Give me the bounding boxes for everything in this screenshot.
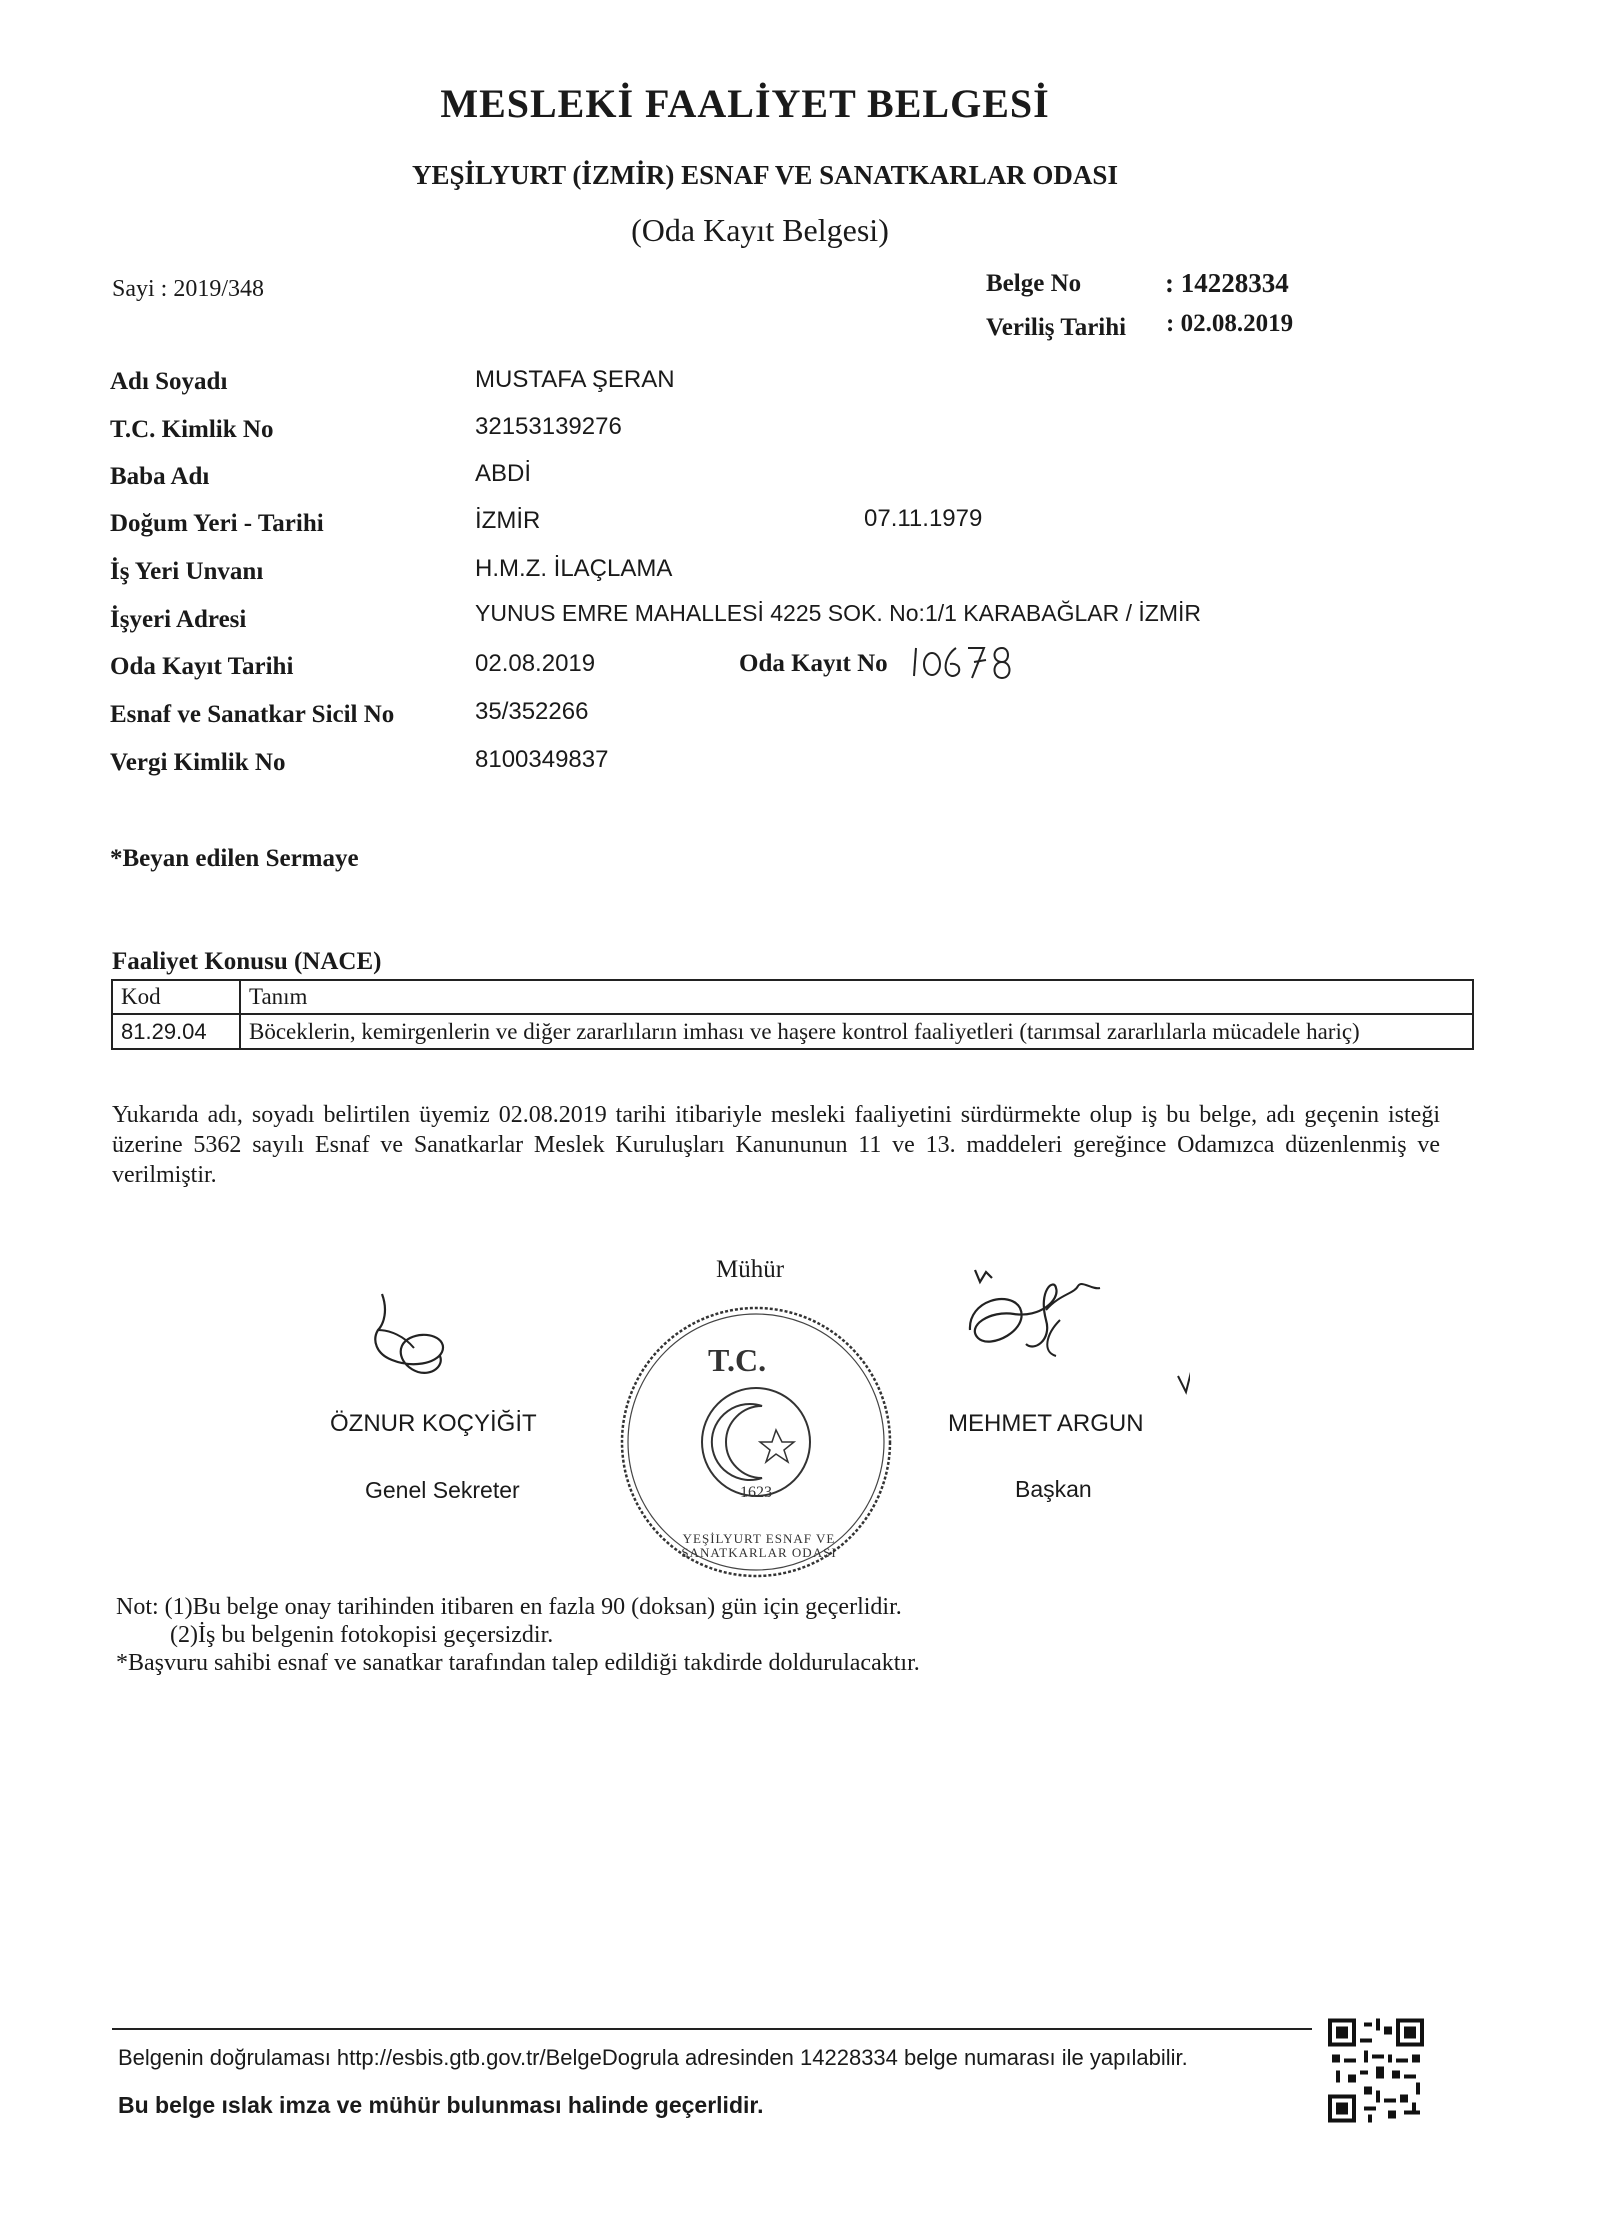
- left-signatory-role: Genel Sekreter: [365, 1477, 520, 1503]
- sicil-no-label: Esnaf ve Sanatkar Sicil No: [110, 701, 395, 728]
- seal-outer-text: YEŞİLYURT ESNAF VE SANATKARLAR ODASI: [681, 1531, 837, 1560]
- document-title: MESLEKİ FAALİYET BELGESİ: [440, 81, 1050, 126]
- baba-adi-label: Baba Adı: [110, 463, 210, 490]
- sayi-number: Sayi : 2019/348: [112, 276, 265, 302]
- left-signatory-name: ÖZNUR KOÇYİĞİT: [330, 1410, 537, 1437]
- note-2: (2)İş bu belgenin fotokopisi geçersizdir.: [170, 1622, 554, 1648]
- nace-heading: Faaliyet Konusu (NACE): [112, 948, 382, 975]
- isyeri-adresi-value: YUNUS EMRE MAHALLESİ 4225 SOK. No:1/1 KARABAĞLAR / İZMİR: [475, 600, 1202, 626]
- official-seal: [612, 1302, 900, 1582]
- belge-no-label: Belge No: [986, 270, 1082, 297]
- vergi-kimlik-label: Vergi Kimlik No: [110, 749, 286, 776]
- nace-col-kod: Kod: [112, 980, 240, 1014]
- right-signatory-name: MEHMET ARGUN: [948, 1410, 1144, 1437]
- vergi-kimlik-value: 8100349837: [475, 746, 609, 773]
- table-row: [112, 1014, 1473, 1049]
- note-1: Not: (1)Bu belge onay tarihinden itibaren en fazla 90 (doksan) gün için geçerlidir.: [116, 1594, 902, 1620]
- tc-kimlik-value: 32153139276: [475, 413, 622, 440]
- right-signature: [950, 1260, 1190, 1400]
- dogum-tarihi-value: 07.11.1979: [864, 505, 983, 532]
- verilis-tarihi-label: Veriliş Tarihi: [986, 314, 1127, 341]
- footer-verification: Belgenin doğrulaması http://esbis.gtb.gov.tr/BelgeDogrula adresinden 14228334 belge numarası ile yapılabilir.: [118, 2045, 1188, 2070]
- isyeri-adresi-label: İşyeri Adresi: [110, 606, 247, 633]
- baba-adi-value: ABDİ: [475, 460, 532, 487]
- seal-year: 1623: [740, 1484, 772, 1501]
- oda-kayit-no-handwritten: [910, 638, 1020, 688]
- right-signatory-role: Başkan: [1015, 1476, 1092, 1502]
- oda-kayit-no-label: Oda Kayıt No: [739, 650, 888, 677]
- dogum-yeri-value: İZMİR: [475, 507, 541, 534]
- oda-kayit-tarihi-label: Oda Kayıt Tarihi: [110, 653, 294, 680]
- chamber-name: YEŞİLYURT (İZMİR) ESNAF VE SANATKARLAR ODASI: [412, 160, 1118, 190]
- sicil-no-value: 35/352266: [475, 698, 589, 725]
- seal-inner-top: T.C.: [708, 1342, 767, 1378]
- note-3: *Başvuru sahibi esnaf ve sanatkar tarafından talep edildiği takdirde doldurulacaktır.: [116, 1650, 920, 1676]
- document-subtitle: (Oda Kayıt Belgesi): [631, 212, 889, 248]
- left-signature: [370, 1290, 480, 1395]
- footer-validity: Bu belge ıslak imza ve mühür bulunması halinde geçerlidir.: [118, 2092, 764, 2118]
- oda-kayit-tarihi-value: 02.08.2019: [475, 650, 596, 677]
- adi-soyadi-label: Adı Soyadı: [110, 368, 228, 395]
- footer-divider: [112, 2028, 1312, 2030]
- verilis-tarihi-value: : 02.08.2019: [1166, 310, 1294, 337]
- nace-header-row: [112, 980, 1473, 1014]
- muhur-label: Mühür: [716, 1256, 785, 1283]
- belge-no-value: : 14228334: [1165, 268, 1289, 298]
- is-yeri-unvani-label: İş Yeri Unvanı: [110, 558, 264, 585]
- sermaye-label: *Beyan edilen Sermaye: [110, 845, 359, 872]
- statement-paragraph: Yukarıda adı, soyadı belirtilen üyemiz 02.08.2019 tarihi itibariyle mesleki faaliyetini sürdürmekte olup iş bu belge, adı geçenin isteği üzerine 5362 sayılı Esnaf ve Sanatkarlar Meslek Kuruluşları Kanununun 11 ve 13. maddeleri gereğince Odamızca düzenlenmiş ve verilmiştir.: [112, 1102, 1440, 1188]
- is-yeri-unvani-value: H.M.Z. İLAÇLAMA: [475, 555, 673, 582]
- nace-tanim-cell: Böceklerin, kemirgenlerin ve diğer zararlıların imhası ve haşere kontrol faaliyetleri (tarımsal zararlılarla mücadele hariç): [240, 1014, 1473, 1049]
- qr-code-icon: [1328, 2018, 1424, 2123]
- dogum-label: Doğum Yeri - Tarihi: [110, 510, 324, 537]
- nace-table: [111, 979, 1474, 1050]
- nace-col-tanim: Tanım: [240, 980, 1473, 1014]
- adi-soyadi-value: MUSTAFA ŞERAN: [475, 366, 675, 393]
- nace-kod-cell: 81.29.04: [112, 1014, 240, 1049]
- tc-kimlik-label: T.C. Kimlik No: [110, 416, 274, 443]
